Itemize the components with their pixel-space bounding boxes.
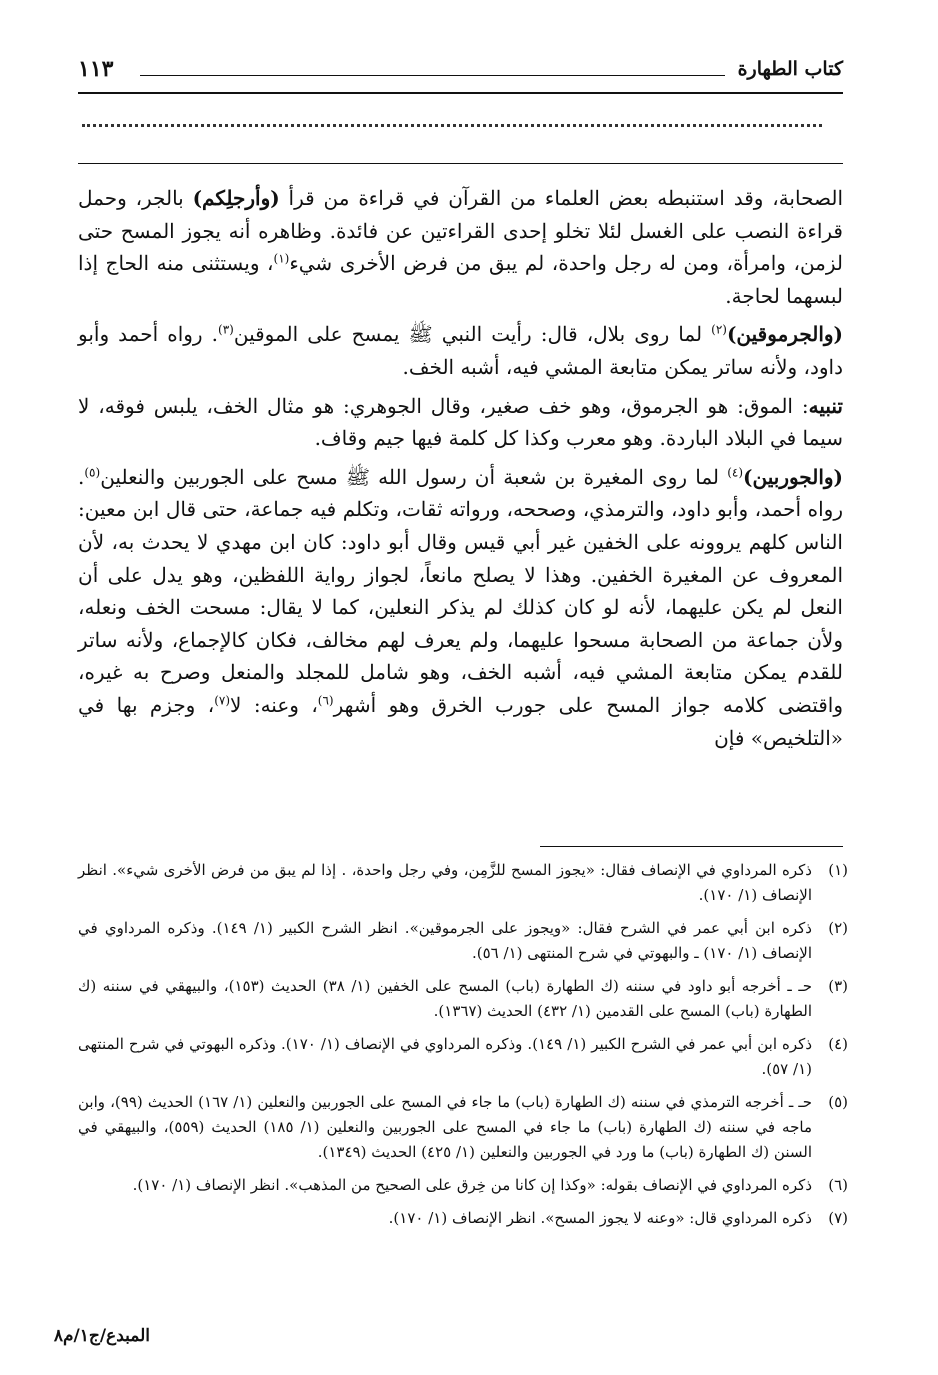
footnote-ref: (٢): [711, 322, 727, 337]
dotted-separator: [82, 124, 822, 127]
footnote: [78, 858, 848, 908]
header-rule: [140, 75, 725, 76]
footnote-ref: (٤): [727, 465, 744, 480]
footnote-ref: (٣): [218, 322, 234, 337]
text-run: ، ويستثنى منه الحاج إذا لبسهما لحاجة.: [78, 251, 843, 308]
footnote-text: ذكره المرداوي في الإنصاف فقال: «يجوز المسح للزَّمِن، وفي رجل واحدة، . إذا لم يبق من فرض الأخرى شيء». انظر الإنصاف (١/ ١٧٠).: [78, 861, 812, 904]
text-run: . رواه أحمد وأبو داود، ولأنه ساتر يمكن متابعة المشي فيه، أشبه الخف.: [78, 322, 843, 379]
page-number: ١١٣: [78, 56, 114, 82]
footnote-number: (٤): [828, 1035, 848, 1053]
footnote-ref: (١): [273, 251, 290, 266]
note-keyword: تنبيه: [808, 393, 843, 418]
footnote-text: ذكره ابن أبي عمر في الشرح الكبير (١/ ١٤٩). وذكره المرداوي في الإنصاف (١/ ١٧٠). وذكره البهوتي في شرح المنتهى (١/ ٥٧).: [78, 1035, 813, 1078]
signature-mark: المبدع/ج١/م٨: [53, 1326, 150, 1346]
running-header: [78, 52, 843, 92]
main-text: [78, 182, 843, 760]
footnote-number: (٧): [828, 1209, 848, 1227]
footnote-text: ذكره ابن أبي عمر في الشرح فقال: «ويجوز على الجرموقين». انظر الشرح الكبير (١/ ١٤٩). وذكره المرداوي في الإنصاف (١/ ١٧٠) ـ والبهوتي في شرح المنتهى (١/ ٥٦).: [78, 919, 812, 962]
text-run: بالجر، وحمل قراءة النصب على الغسل لئلا تخلو إحدى القراءتين عن فائدة. وظاهره أنه يجوز المسح حتى لزمن، وامرأة، ومن له رجل واحدة، لم يبق من فرض الأخرى شيء: [78, 186, 844, 276]
text-run: ، وجزم بها في «التلخيص» فإن: [78, 692, 843, 750]
footnote-ref: (٥): [84, 465, 101, 480]
book-title: كتاب الطهارة: [737, 58, 843, 80]
paragraph: [78, 182, 843, 312]
footnote-number: (٥): [828, 1093, 848, 1111]
footnote-number: (١): [828, 861, 848, 879]
footnote-rule: [540, 846, 843, 847]
text-run: : الموق: هو الجرموق، وهو خف صغير، وقال الجوهري: هو مثال الخف، يلبس فوقه، لا سيما في البلاد الباردة. وهو معرب وكذا كل كلمة فيها جيم وقاف.: [78, 393, 843, 451]
footnote-text: حـ ـ أخرجه الترمذي في سننه (ك الطهارة (باب) ما جاء في المسح على الجوربين والنعلين (١/ ١٦٧) الحديث (٩٩)، وابن ماجه في سننه (ك الطهارة (باب) ما جاء في المسح على الجوربين والنعلين (١/ ١٨٥) الحديث (٥٥٩)، والبيهقي في السنن (ك الطهارة (باب) ما ورد في الجوربين والنعلين (١/ ٤٢٥) الحديث (١٣٤٩).: [78, 1093, 812, 1161]
footnote: [78, 974, 848, 1024]
text-run: . رواه أحمد، وأبو داود، والترمذي، وصححه، ورواته ثقات، وتكلم فيه جماعة، حتى قال ابن معين: الناس كلهم يروونه على الخفين غير أبي قيس وقال أبو داود: كان ابن مهدي لا يحدث به، لأن المعروف عن المغيرة الخفين. وهذا لا يصلح مانعاً، لجواز رواية اللفظين، وهو يدل على أن النعل لم يكن عليهما، لأنه لو كان كذلك لم يذكر النعلين، كما لا يقال: مسحت الخف ونعله، ولأن جماعة من الصحابة مسحوا عليهما، ولم يعرف لهم مخالف، فكان كالإجماع، ولأنه ساتر للقدم يمكن متابعة المشي فيه، أشبه الخف، وهو شامل للمجلد والمنعل وصرح به غيره، واقتضى كلامه جواز المسح على جورب الخرق وهو أشهر: [78, 464, 844, 717]
text-run: لما روى بلال، قال: رأيت النبي ﷺ يمسح على الموقين: [233, 322, 712, 347]
paragraph: [78, 461, 843, 754]
footnote: [78, 1206, 848, 1231]
paragraph: [78, 390, 843, 455]
text-run: الصحابة، وقد استنبطه بعض العلماء من القرآن في قراءة من قرأ: [279, 186, 843, 210]
footnote-text: ذكره المرداوي في الإنصاف بقوله: «وكذا إن كانا من خِرق على الصحيح من المذهب». انظر الإنصاف (١/ ١٧٠).: [132, 1176, 812, 1194]
matn-keyword: (والجوربين): [743, 464, 843, 489]
footnote-ref: (٦): [317, 693, 334, 708]
footnote-text: ذكره المرداوي قال: «وعنه لا يجوز المسح». انظر الإنصاف (١/ ١٧٠).: [388, 1209, 812, 1227]
text-top-rule: [78, 163, 843, 164]
footnote-number: (٢): [828, 919, 848, 937]
footnotes: [78, 858, 848, 1239]
footnote: [78, 1090, 848, 1165]
footnote-ref: (٧): [214, 693, 231, 708]
footnote-text: حـ ـ أخرجه أبو داود في سننه (ك الطهارة (باب) المسح على الخفين (١/ ٣٨) الحديث (١٥٣)، والبيهقي في سننه (ك الطهارة (باب) المسح على القدمين (١/ ٤٣٢) الحديث (١٣٦٧).: [78, 977, 812, 1020]
quran-reading: (وأرجلِكم): [192, 186, 280, 210]
footnote: [78, 916, 848, 966]
paragraph: [78, 318, 843, 383]
matn-keyword: (والجرموقين): [726, 322, 843, 347]
footnote: [78, 1032, 848, 1082]
header-underline: [78, 92, 843, 94]
footnote: [78, 1173, 848, 1198]
text-run: لما روى المغيرة بن شعبة أن رسول الله ﷺ مسح على الجوربين والنعلين: [100, 464, 728, 489]
text-run: ، وعنه: لا: [230, 692, 318, 717]
footnote-number: (٣): [828, 977, 848, 995]
footnote-number: (٦): [828, 1176, 848, 1194]
